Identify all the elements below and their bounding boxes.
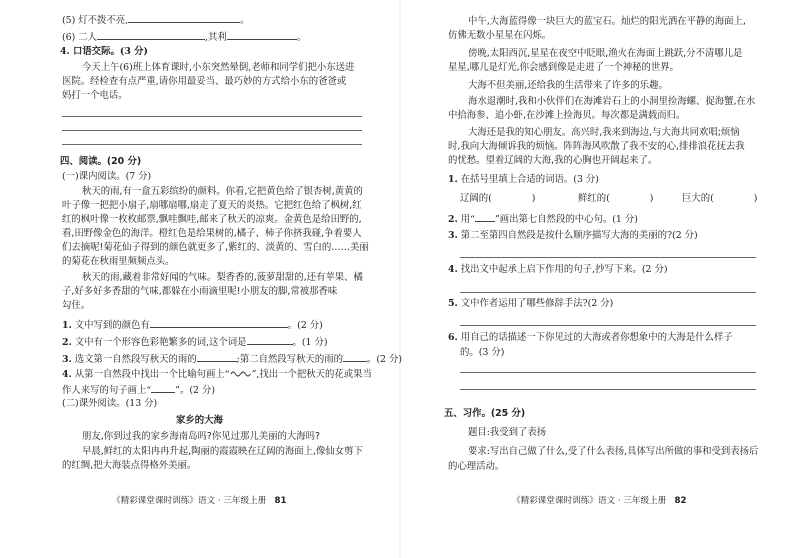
- answer-blank[interactable]: [97, 30, 205, 40]
- reading-question-2: 2. 文中有一个形容色彩艳繁多的词,这个词是 。(1 分): [62, 337, 328, 348]
- answer-line[interactable]: [62, 116, 362, 117]
- section-4-heading: 四、阅读。(20 分): [60, 156, 142, 167]
- writing-requirement: 要求:写出自己做了什么,受了什么表扬,具体写出所做的事和受到表扬后: [468, 446, 759, 457]
- passage-line: 叶子像一把把小扇子,扇哪扇哪,扇走了夏天的炎热。它把红色给了枫树,红: [62, 200, 362, 211]
- story-question-2: 2. 用“ ”画出第七自然段的中心句。(1 分): [448, 214, 638, 225]
- story-line: 中拾海参、追小虾,在沙滩上捡海贝。每次都是满载而归。: [448, 110, 686, 121]
- story-line: 的忧愁。望着辽阔的大海,我的心胸也开阔起来了。: [448, 155, 658, 166]
- reading-question-1: 1. 文中写到的颜色有 。(2 分): [62, 320, 323, 331]
- story-question-3: 3. 第二至第四自然段是按什么顺序描写大海的美丽的?(2 分): [448, 230, 698, 241]
- outer-reading-title: (二)课外阅读。(13 分): [62, 398, 158, 409]
- page-footer: 《精彩课堂课时训练》语文 · 三年级上册 82: [512, 496, 687, 506]
- passage-line: 秋天的雨,藏着非常好闻的气味。梨香香的,菠萝甜甜的,还有苹果、橘: [82, 272, 363, 283]
- oral-paragraph-line: 妈打一个电话。: [62, 90, 128, 101]
- answer-blank[interactable]: [197, 352, 237, 362]
- story-question-6-cont: 的。(3 分): [460, 347, 505, 358]
- story-line: 星星,哪儿是灯光,你会感到像是走进了一个神秘的世界。: [448, 62, 679, 73]
- story-line: 时,我向大海倾诉我的烦恼。阵阵海风吹散了我不安的心,排排浪花抚去我: [448, 141, 745, 152]
- passage-line: 红的枫叶像一枚枚邮票,飘哇飘哇,邮来了秋天的凉爽。金黄色是给田野的,: [62, 214, 362, 225]
- reading-question-3: 3. 选文第一自然段写秋天的雨的 ;第二自然段写秋天的雨的 。(2 分): [62, 354, 402, 365]
- answer-line[interactable]: [460, 292, 756, 293]
- passage-line: 看,田野像金色的海洋。橙红色是给果树的,橘子、柿子你挤我碰,争着要人: [62, 228, 362, 239]
- oral-paragraph-line: 医院。经检查有点严重,请你用最妥当、最巧妙的方式给小东的爸爸或: [62, 76, 347, 87]
- answer-line[interactable]: [460, 389, 756, 390]
- story-line: 傍晚,太阳西沉,星星在夜空中眨眼,渔火在海面上跳跃,分不清哪儿是: [468, 48, 743, 59]
- story-question-6: 6. 用自己的话描述一下你见过的大海或者你想象中的大海是什么样子: [448, 332, 733, 343]
- answer-blank[interactable]: [150, 318, 288, 328]
- section-5-heading: 五、习作。(25 分): [444, 408, 526, 419]
- question-5-line: (5) 灯不拨不亮, 。: [62, 15, 250, 26]
- story-line: 早晨,鲜红的太阳冉冉升起,陶丽的霞霞映在辽阔的海面上,像仙女剪下: [82, 446, 363, 457]
- page-number: 82: [674, 496, 687, 506]
- answer-line[interactable]: [62, 130, 362, 131]
- reading-question-4: 4. 从第一自然段中找出一个比喻句画上“ ”,找出一个把秋天的花或果当: [62, 369, 372, 380]
- story-title: 家乡的大海: [176, 415, 223, 426]
- passage-line: 勾住。: [62, 300, 91, 311]
- answer-line[interactable]: [460, 257, 756, 258]
- story-line: 仿佛无数小星星在闪烁。: [448, 30, 552, 41]
- page-footer: 《精彩课堂课时训练》语文 · 三年级上册 81: [112, 496, 287, 506]
- story-line: 大海还是我的知心朋友。高兴时,我来到海边,与大海共同欢唱;烦恼: [468, 127, 740, 138]
- oral-paragraph-line: 今天上午(6)班上体育课时,小东突然晕倒,老师和同学们把小东送进: [82, 62, 355, 73]
- passage-line: 的菊花在秋雨里频频点头。: [62, 256, 175, 267]
- answer-blank[interactable]: [128, 13, 240, 23]
- answer-blank[interactable]: [227, 30, 297, 40]
- answer-blank[interactable]: [247, 335, 293, 345]
- writing-requirement: 的心理活动。: [448, 461, 505, 472]
- straight-underline-mark: [151, 383, 175, 393]
- answer-blank[interactable]: [343, 352, 367, 362]
- word-blank-3: 巨大的( ): [682, 193, 758, 204]
- story-line: 中午,大海蓝得像一块巨大的蓝宝石。灿烂的阳光洒在平静的海面上,: [468, 16, 746, 27]
- word-blank-2: 鲜红的( ): [578, 193, 654, 204]
- wavy-underline-icon: [230, 370, 252, 378]
- reading-question-4-cont: 作人来写的句子画上“ ”。(2 分): [62, 385, 215, 396]
- story-question-5: 5. 文中作者运用了哪些修辞手法?(2 分): [448, 298, 614, 309]
- passage-line: 们去摘呢!菊花仙子得到的颜色就更多了,紫红的、淡黄的、雪白的……美丽: [62, 242, 369, 253]
- answer-line[interactable]: [460, 325, 756, 326]
- writing-topic: 题目:我受到了表扬: [468, 427, 547, 438]
- right-page: [400, 0, 800, 558]
- oral-communication-title: 4. 口语交际。(3 分): [60, 46, 148, 57]
- story-question-4: 4. 找出文中起承上启下作用的句子,抄写下来。(2 分): [448, 264, 668, 275]
- story-line: 大海不但美丽,还给我的生活带来了许多的乐趣。: [468, 80, 668, 91]
- straight-underline-mark: [475, 212, 495, 222]
- story-question-1: 1. 在括号里填上合适的词语。(3 分): [448, 174, 599, 185]
- story-line: 的红绸,把大海装点得格外美丽。: [62, 460, 197, 471]
- page-number: 81: [274, 496, 287, 506]
- story-line: 朋友,你到过我的家乡海南岛吗?你见过那儿美丽的大海吗?: [82, 431, 320, 442]
- answer-line[interactable]: [460, 372, 756, 373]
- inner-reading-title: (一)课内阅读。(7 分): [62, 171, 152, 182]
- story-line: 海水退潮时,我和小伙伴们在海滩岩石上的小洞里捡海螺、捉海蟹,在水: [468, 96, 756, 107]
- answer-line[interactable]: [62, 144, 362, 145]
- question-6-line: (6) 二人 ,其利 。: [62, 32, 307, 43]
- word-blank-1: 辽阔的( ): [460, 193, 536, 204]
- passage-line: 子,好多好多香甜的气味,都躲在小雨滴里呢!小朋友的脚,常被那香味: [62, 286, 338, 297]
- passage-line: 秋天的雨,有一盒五彩缤纷的颜料。你看,它把黄色给了银杏树,黄黄的: [82, 186, 363, 197]
